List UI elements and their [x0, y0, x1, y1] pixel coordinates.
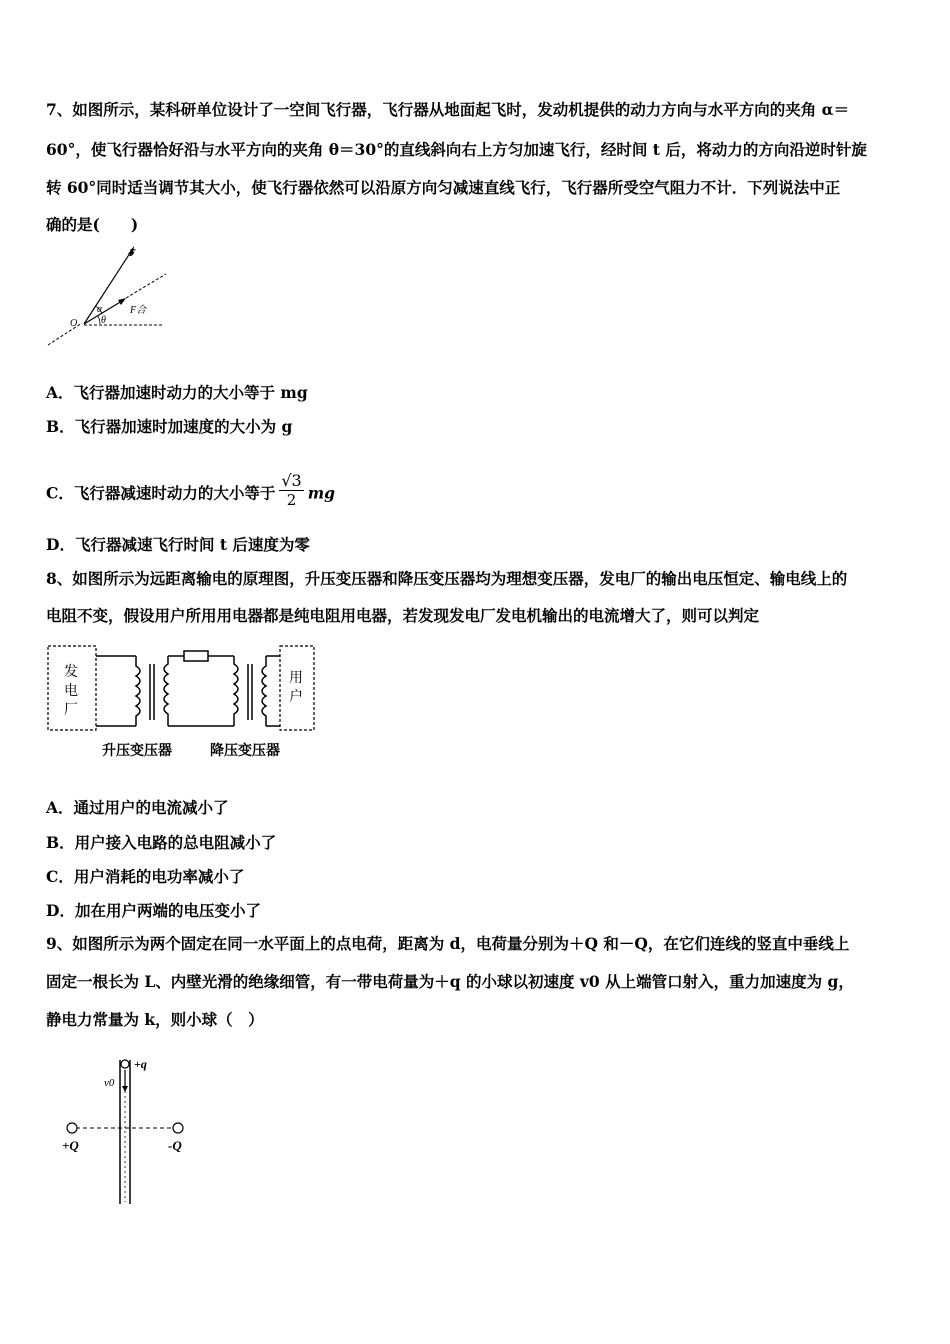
q7-line-2: 60°，使飞行器恰好沿与水平方向的夹角 θ＝30°的直线斜向右上方匀加速飞行，经时间 t 后，将动力的方向沿逆时针旋 [46, 140, 867, 159]
q7-option-c-text: C．飞行器减速时动力的大小等于 [46, 483, 276, 503]
q9-line-2: 固定一根长为 L、内壁光滑的绝缘细管，有一带电荷量为＋q 的小球以初速度 v0 从上端管口射入，重力加速度为 g， [46, 972, 854, 991]
q7-force-diagram [44, 240, 174, 350]
q7-option-d[interactable]: D．飞行器减速飞行时间 t 后速度为零 [46, 535, 310, 554]
q7-label-Fhe: F合 [130, 305, 147, 316]
q8-user-box [280, 646, 314, 730]
q9-label-minus-Q: -Q [168, 1138, 182, 1153]
q7-net-force-arrowhead [118, 298, 126, 305]
q7-option-c-unit: mg [307, 483, 335, 503]
q7-line-1: 7、如图所示，某科研单位设计了一空间飞行器，飞行器从地面起飞时，发动机提供的动力方向与水平方向的夹角 α＝ [46, 100, 850, 119]
q9-negative-charge [173, 1123, 183, 1133]
q8-transmission-diagram [44, 640, 319, 765]
q9-ball [121, 1060, 129, 1068]
q9-charge-diagram [56, 1052, 196, 1212]
q8-plant-label-3: 厂 [64, 702, 78, 718]
q7-line-3: 转 60°同时适当调节其大小，使飞行器依然可以沿原方向匀减速直线飞行，飞行器所受空气阻力不计．下列说法中正 [46, 178, 841, 197]
q8-option-d[interactable]: D．加在用户两端的电压变小了 [46, 901, 261, 920]
q9-positive-charge [67, 1123, 77, 1133]
q7-option-c-numerator: √3 [281, 471, 302, 490]
q8-step-down-caption: 降压变压器 [210, 743, 280, 759]
q8-step-down-secondary-coil [262, 656, 266, 726]
q8-step-up-caption: 升压变压器 [102, 743, 172, 759]
q8-user-label-2: 户 [289, 689, 303, 705]
q7-label-alpha: α [97, 304, 103, 315]
q9-velocity-arrowhead [122, 1086, 128, 1092]
q7-option-c-denominator: 2 [286, 491, 297, 509]
q7-label-F: F [129, 248, 136, 259]
q9-label-plus-Q: +Q [62, 1138, 79, 1153]
q8-plant-label-1: 发 [64, 664, 78, 680]
q8-line-resistor [184, 651, 208, 661]
q8-line-2: 电阻不变，假设用户所用用电器都是纯电阻用电器，若发现发电厂发电机输出的电流增大了，则可以判定 [46, 606, 760, 625]
q7-dashed-path-extension [126, 274, 166, 298]
q8-step-down-primary-coil [234, 656, 238, 726]
q8-option-c[interactable]: C．用户消耗的电功率减小了 [46, 867, 245, 886]
q8-option-b[interactable]: B．用户接入电路的总电阻减小了 [46, 833, 277, 852]
q9-line-3: 静电力常量为 k，则小球（ ） [46, 1010, 264, 1029]
q8-user-label-1: 用 [289, 670, 303, 686]
q7-angle-theta-arc [98, 316, 100, 324]
q8-plant-label-2: 电 [64, 683, 78, 699]
q9-line-1: 9、如图所示为两个固定在同一水平面上的点电荷，距离为 d，电荷量分别为＋Q 和－Q，在它们连线的竖直中垂线上 [46, 934, 850, 953]
q7-label-theta: θ [101, 315, 106, 326]
q7-line-4: 确的是( ) [46, 215, 139, 234]
q7-option-c[interactable] [46, 471, 335, 513]
q9-label-v0: v0 [104, 1077, 115, 1089]
q8-step-up-secondary-coil [164, 656, 168, 726]
q7-force-F-line [84, 250, 132, 324]
q7-option-b[interactable]: B．飞行器加速时加速度的大小为 g [46, 417, 293, 436]
q8-step-up-primary-coil [136, 656, 140, 726]
q8-option-a[interactable]: A．通过用户的电流减小了 [46, 798, 229, 817]
q7-option-c-fraction [279, 472, 303, 509]
q9-label-plus-q: +q [134, 1057, 147, 1071]
q7-label-O: O [70, 318, 78, 329]
q7-option-a[interactable]: A．飞行器加速时动力的大小等于 mg [46, 383, 308, 402]
q8-line-1: 8、如图所示为远距离输电的原理图，升压变压器和降压变压器均为理想变压器，发电厂的输出电压恒定、输电线上的 [46, 569, 848, 588]
